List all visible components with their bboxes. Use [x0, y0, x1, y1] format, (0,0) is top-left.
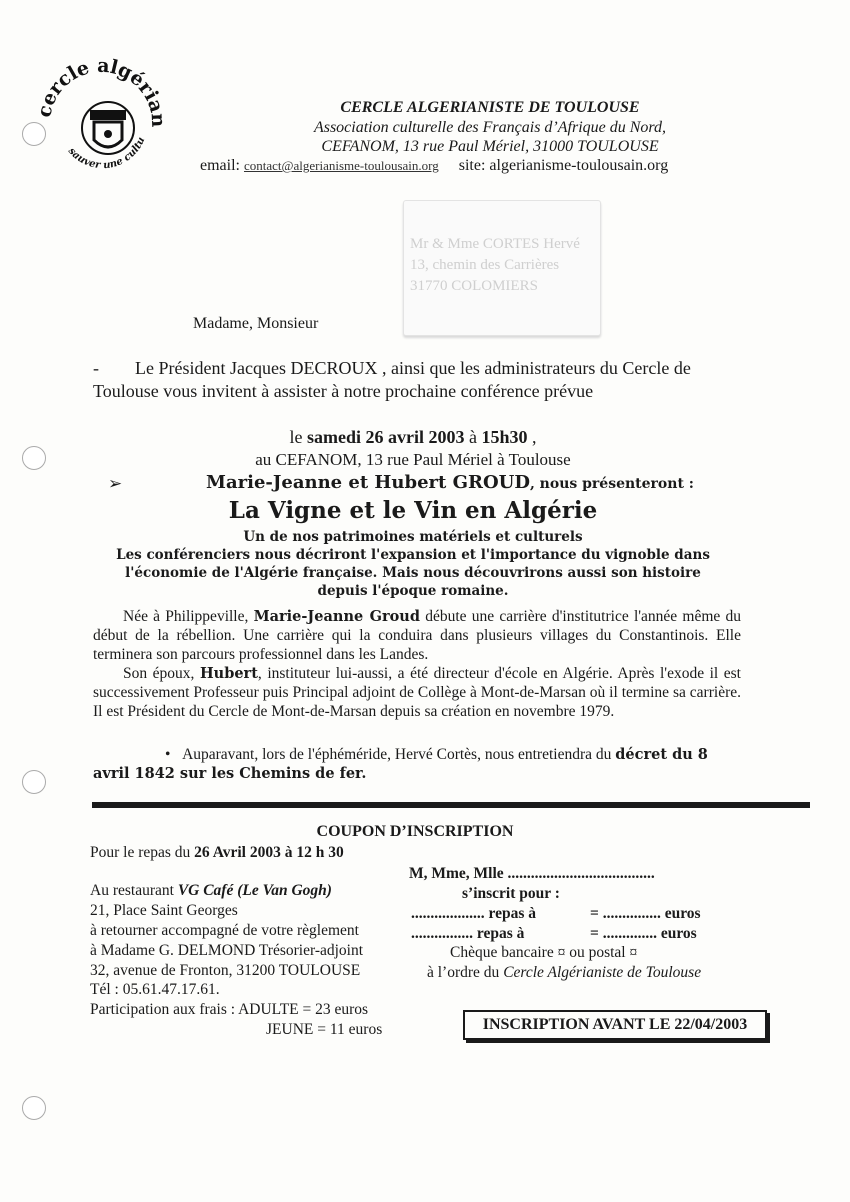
meal-total-1[interactable]: = ............... euros	[590, 905, 701, 922]
treasurer: à Madame G. DELMOND Trésorier-adjoint	[90, 942, 364, 959]
salutation: Madame, Monsieur	[193, 315, 319, 332]
intro-text: Le Président Jacques DECROUX , ainsi que les administrateurs du Cercle de Toulouse vous invitent à assister à notre prochaine conférence prévue	[93, 358, 691, 401]
intro-dash: -	[93, 358, 99, 378]
speakers	[140, 472, 760, 493]
bio1-b: débute une carrière d'institutrice l'année même du début de la rébellion. Une carrière qui la conduira dans plusieurs villages du Constantinois. Elle terminera son parcours professionnel dans les Landes.	[93, 608, 741, 663]
speakers-names: Marie-Jeanne et Hubert GROUD	[206, 472, 530, 493]
punch-hole	[22, 770, 46, 794]
punch-hole	[22, 1096, 46, 1120]
bio1-a: Née à Philippeville,	[123, 608, 254, 625]
conference-title: La Vigne et le Vin en Algérie	[228, 497, 598, 524]
logo-cercle-algerianiste	[26, 48, 176, 198]
org-address: CEFANOM, 13 rue Paul Mériel, 31000 TOULOUSE	[321, 138, 659, 155]
punch-hole	[22, 122, 46, 146]
payee-name: Cercle Algérianiste de Toulouse	[503, 964, 702, 981]
ephemeride-text: Auparavant, lors de l'éphéméride, Hervé Cortès, nous entretiendra du	[182, 746, 616, 763]
fees-young: JEUNE = 11 euros	[266, 1021, 383, 1038]
recipient-name: Mr & Mme CORTES Hervé	[410, 236, 580, 252]
meal-total-2[interactable]: = .............. euros	[590, 925, 697, 942]
restaurant-address: 21, Place Saint Georges	[90, 902, 238, 919]
coupon-title: COUPON D’INSCRIPTION	[316, 823, 514, 840]
subtitle-description: Les conférenciers nous décriront l'expansion et l'importance du vignoble dans l'économie de l'Algérie française. Mais nous découvrirons aussi son histoire depuis l'époque romaine.	[116, 547, 710, 599]
bio2-name: Hubert	[199, 665, 258, 682]
ephemeride-note	[93, 745, 741, 783]
meal-count-2[interactable]: ................	[411, 925, 473, 942]
date-bold: samedi 26 avril 2003	[306, 427, 465, 447]
bio2-b: , instituteur lui-aussi, a été directeur d'école en Algérie. Après l'exode il est successivement Professeur puis Principal adjoint de Collège à Mont-de-Marsan où il termine sa carrière. Il est Président du Cercle de Mont-de-Marsan depuis sa création en novembre 1979.	[93, 665, 741, 720]
date-mid: à	[464, 427, 482, 447]
register-label: s’inscrit pour :	[462, 885, 560, 902]
conference-subtitle	[93, 528, 733, 600]
email-label: email:	[200, 157, 240, 174]
svg-text:sauver une culture en péril: sauver une cultu	[65, 135, 148, 172]
payee-prefix: à l’ordre du	[427, 964, 504, 981]
subtitle-line: Un de nos patrimoines matériels et culturels	[243, 529, 583, 545]
bullet-icon: •	[165, 746, 171, 763]
bio-hubert	[93, 664, 741, 721]
treasurer-address: 32, avenue de Fronton, 31200 TOULOUSE	[90, 962, 361, 979]
org-association: Association culturelle des Français d’Afrique du Nord,	[313, 119, 667, 136]
meal-date-line	[90, 843, 344, 862]
restaurant-line	[90, 881, 332, 900]
speakers-suffix: , nous présenteront :	[529, 476, 694, 492]
divider-rule	[92, 802, 810, 808]
restaurant-name: VG Café (Le Van Gogh)	[177, 882, 332, 899]
bio-marie-jeanne	[93, 607, 741, 664]
contact-line	[200, 157, 668, 175]
fees-adult: Participation aux frais : ADULTE = 23 euros	[90, 1001, 369, 1018]
time-bold: 15h30	[481, 427, 528, 447]
bio2-a: Son époux,	[123, 665, 200, 682]
meal-label-1: repas à	[484, 905, 537, 922]
meal-row-2[interactable]	[411, 924, 524, 944]
intro-paragraph	[93, 357, 743, 403]
org-title: CERCLE ALGERIANISTE DE TOULOUSE	[340, 99, 640, 116]
phone: Tél : 05.61.47.17.61.	[90, 981, 220, 998]
recipient-street: 13, chemin des Carrières	[410, 257, 560, 273]
recipient-city: 31770 COLOMIERS	[410, 278, 538, 294]
site-link[interactable]: algerianisme-toulousain.org	[489, 157, 669, 174]
name-field[interactable]: M, Mme, Mlle ......................................	[409, 865, 655, 882]
restaurant-prefix: Au restaurant	[90, 882, 178, 899]
meal-label-2: repas à	[473, 925, 525, 942]
meal-date: 26 Avril 2003 à 12 h 30	[194, 844, 344, 861]
date-prefix: le	[289, 427, 307, 447]
event-place: au CEFANOM, 13 rue Paul Mériel à Toulouse	[255, 450, 571, 469]
meal-count-1[interactable]: ...................	[411, 905, 485, 922]
ephemeride-bold: décret du 8 avril 1842 sur les Chemins de fer.	[93, 746, 708, 782]
date-suffix: ,	[527, 427, 537, 447]
email-link[interactable]: contact@algerianisme-toulousain.org	[243, 158, 439, 173]
meal-row-1[interactable]	[411, 904, 536, 924]
payee-line	[427, 963, 701, 983]
arrow-bullet-icon: ➢	[108, 474, 123, 493]
registration-deadline: INSCRIPTION AVANT LE 22/04/2003	[463, 1010, 767, 1040]
punch-hole	[22, 446, 46, 470]
bio1-name: Marie-Jeanne Groud	[253, 608, 420, 625]
meal-prefix: Pour le repas du	[90, 844, 195, 861]
event-date	[93, 427, 733, 448]
return-instruction: à retourner accompagné de votre règlement	[90, 922, 359, 939]
svg-text:cercle algérianiste: cercle algérian	[33, 54, 170, 128]
payment-options[interactable]: Chèque bancaire ¤ ou postal ¤	[450, 944, 638, 961]
site-label: site:	[458, 157, 486, 174]
